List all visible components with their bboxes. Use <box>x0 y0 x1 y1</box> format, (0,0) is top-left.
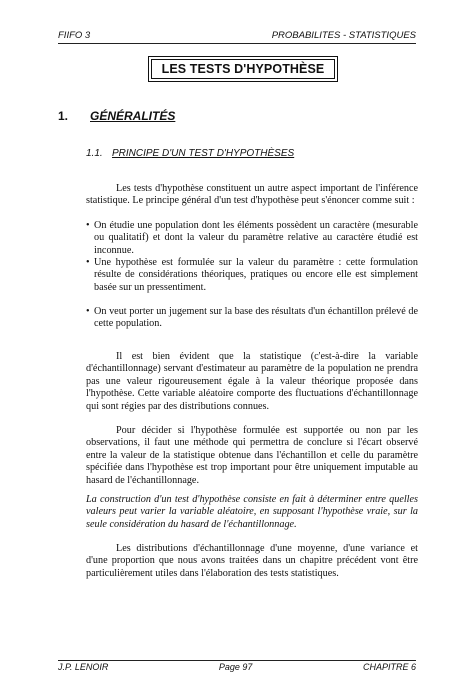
italic-paragraph: La construction d'un test d'hypothèse consiste en fait à déterminer entre quelles valeurs peut varier la variable aléatoire, en supposant l'hypothèse vraie, sur la seule considération du hasard de l'échantillonnage. <box>86 494 418 530</box>
subsection-title: PRINCIPE D'UN TEST D'HYPOTHÈSES <box>112 148 295 159</box>
bullet-text: On étudie une population dont les éléments possèdent un caractère (mesurable ou qualitatif) et dont la valeur du paramètre relative au caractère étudié est inconnue. <box>94 220 418 256</box>
running-header <box>58 30 416 44</box>
footer-author: J.P. LENOIR <box>58 662 109 672</box>
section-number: 1. <box>58 109 69 123</box>
bullet-item <box>86 306 418 331</box>
bullet-item <box>86 257 418 294</box>
section-heading <box>58 109 175 123</box>
subsection-number: 1.1. <box>86 148 103 159</box>
section-title: GÉNÉRALITÉS <box>90 109 176 123</box>
bullet-icon: • <box>86 220 90 231</box>
bullet-text: Une hypothèse est formulée sur la valeur du paramètre : cette formulation résulte de considérations théoriques, pratiques ou encore elle est simplement basée sur un pressentiment. <box>94 257 418 293</box>
subsection-heading <box>86 148 294 159</box>
chapter-title: LES TESTS D'HYPOTHÈSE <box>151 59 335 79</box>
body-paragraph: Les distributions d'échantillonnage d'une moyenne, d'une variance et d'une proportion que nous avons traitées dans un chapitre précédent vont être particulièrement utiles dans l'élaboration des tests statistiques. <box>86 543 418 579</box>
bullet-text: On veut porter un jugement sur la base des résultats d'un échantillon prélevé de cette population. <box>94 306 418 330</box>
page-footer <box>58 660 416 674</box>
body-paragraph: Pour décider si l'hypothèse formulée est supportée ou non par les observations, il faut une méthode qui permettra de conclure si l'écart observé entre la valeur de la statistique obtenue dans l'échantillon et celle du paramètre spécifiée dans l'hypothèse est trop important pour être uniquement imputable au hasard de l'échantillonnage. <box>86 425 418 486</box>
header-course: FIIFO 3 <box>58 30 91 41</box>
chapter-title-box <box>148 56 338 82</box>
body-paragraph: Il est bien évident que la statistique (c'est-à-dire la variable d'échantillonnage) servant d'estimateur au paramètre de la population ne prendra pas une valeur rigoureusement égale à la valeur théorique proposée dans l'hypothèse. Cette variable aléatoire comporte des fluctuations d'échantillonnage qui sont régies par des distributions connues. <box>86 351 418 412</box>
bullet-item <box>86 220 418 257</box>
bullet-icon: • <box>86 257 90 268</box>
intro-paragraph: Les tests d'hypothèse constituent un autre aspect important de l'inférence statistique. Le principe général d'un test d'hypothèse peut s'énoncer comme suit : <box>86 183 418 207</box>
bullet-icon: • <box>86 306 90 317</box>
footer-page-number: Page 97 <box>218 662 253 672</box>
header-subject: PROBABILITES - STATISTIQUES <box>271 30 416 41</box>
footer-chapter: CHAPITRE 6 <box>362 662 416 672</box>
